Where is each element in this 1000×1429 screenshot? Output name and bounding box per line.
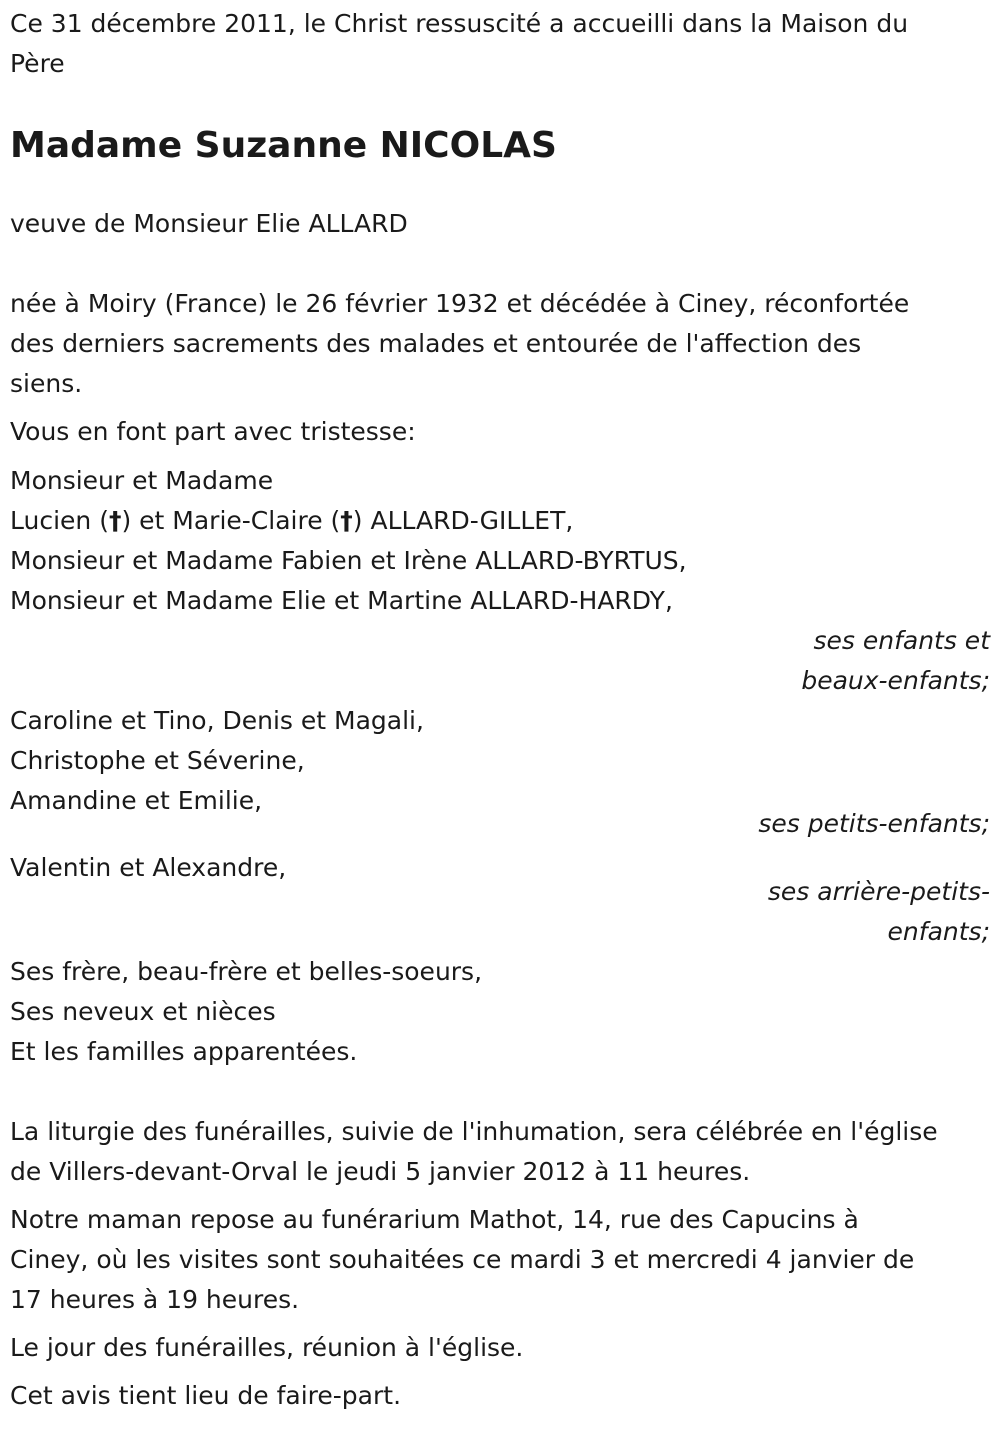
grandchildren-line: Amandine et Emilie, xyxy=(10,786,263,815)
children-line: Monsieur et Madame xyxy=(10,466,274,495)
children-text: ) ALLARD-GILLET, xyxy=(352,506,574,535)
children-text: ) et Marie-Claire ( xyxy=(121,506,341,535)
grandchildren-group xyxy=(10,701,990,844)
children-line xyxy=(10,501,990,541)
liturgy-paragraph xyxy=(10,1112,990,1192)
liturgy-line: La liturgie des funérailles, suivie de l'inhumation, sera célébrée en l'église xyxy=(10,1117,938,1146)
liturgy-line: de Villers-devant-Orval le jeudi 5 janvier 2012 à 11 heures. xyxy=(10,1157,751,1186)
intro-line: Père xyxy=(10,49,65,78)
family-group xyxy=(10,952,990,1072)
grandchildren-line: Caroline et Tino, Denis et Magali, xyxy=(10,706,424,735)
great-grandchildren-role: enfants; xyxy=(887,917,990,946)
great-grandchildren-group xyxy=(10,848,990,952)
cross-icon: † xyxy=(340,506,353,535)
great-grandchildren-role: ses arrière-petits- xyxy=(767,877,990,906)
family-line: Et les familles apparentées. xyxy=(10,1037,358,1066)
obituary-notice xyxy=(0,4,1000,1416)
birth-death-paragraph xyxy=(10,284,990,404)
family-line: Ses frère, beau-frère et belles-soeurs, xyxy=(10,957,483,986)
children-line: Monsieur et Madame Fabien et Irène ALLARD-BYRTUS, xyxy=(10,546,687,575)
announce-text: Vous en font part avec tristesse: xyxy=(10,417,416,446)
grandchildren-role: ses petits-enfants; xyxy=(758,809,990,838)
closing-text: Cet avis tient lieu de faire-part. xyxy=(10,1381,402,1410)
funerarium-line: Notre maman repose au funérarium Mathot, 14, rue des Capucins à xyxy=(10,1205,859,1234)
widow-of: veuve de Monsieur Elie ALLARD xyxy=(10,209,408,238)
children-group xyxy=(10,461,990,701)
deceased-name: Madame Suzanne NICOLAS xyxy=(10,125,557,166)
children-text: Lucien ( xyxy=(10,506,109,535)
birth-line: siens. xyxy=(10,369,83,398)
grandchildren-line: Christophe et Séverine, xyxy=(10,746,305,775)
children-role: beaux-enfants; xyxy=(801,666,990,695)
great-grandchildren-line: Valentin et Alexandre, xyxy=(10,853,287,882)
birth-line: née à Moiry (France) le 26 février 1932 et décédée à Ciney, réconfortée xyxy=(10,289,910,318)
funerarium-paragraph xyxy=(10,1200,990,1320)
intro-paragraph xyxy=(10,4,990,84)
meeting-text: Le jour des funérailles, réunion à l'église. xyxy=(10,1333,524,1362)
birth-line: des derniers sacrements des malades et entourée de l'affection des xyxy=(10,329,862,358)
funerarium-line: Ciney, où les visites sont souhaitées ce mardi 3 et mercredi 4 janvier de xyxy=(10,1245,915,1274)
children-role: ses enfants et xyxy=(813,626,990,655)
intro-line: Ce 31 décembre 2011, le Christ ressuscité a accueilli dans la Maison du xyxy=(10,9,909,38)
cross-icon: † xyxy=(108,506,122,535)
funerarium-line: 17 heures à 19 heures. xyxy=(10,1285,300,1314)
children-line: Monsieur et Madame Elie et Martine ALLARD-HARDY, xyxy=(10,586,673,615)
family-line: Ses neveux et nièces xyxy=(10,997,276,1026)
